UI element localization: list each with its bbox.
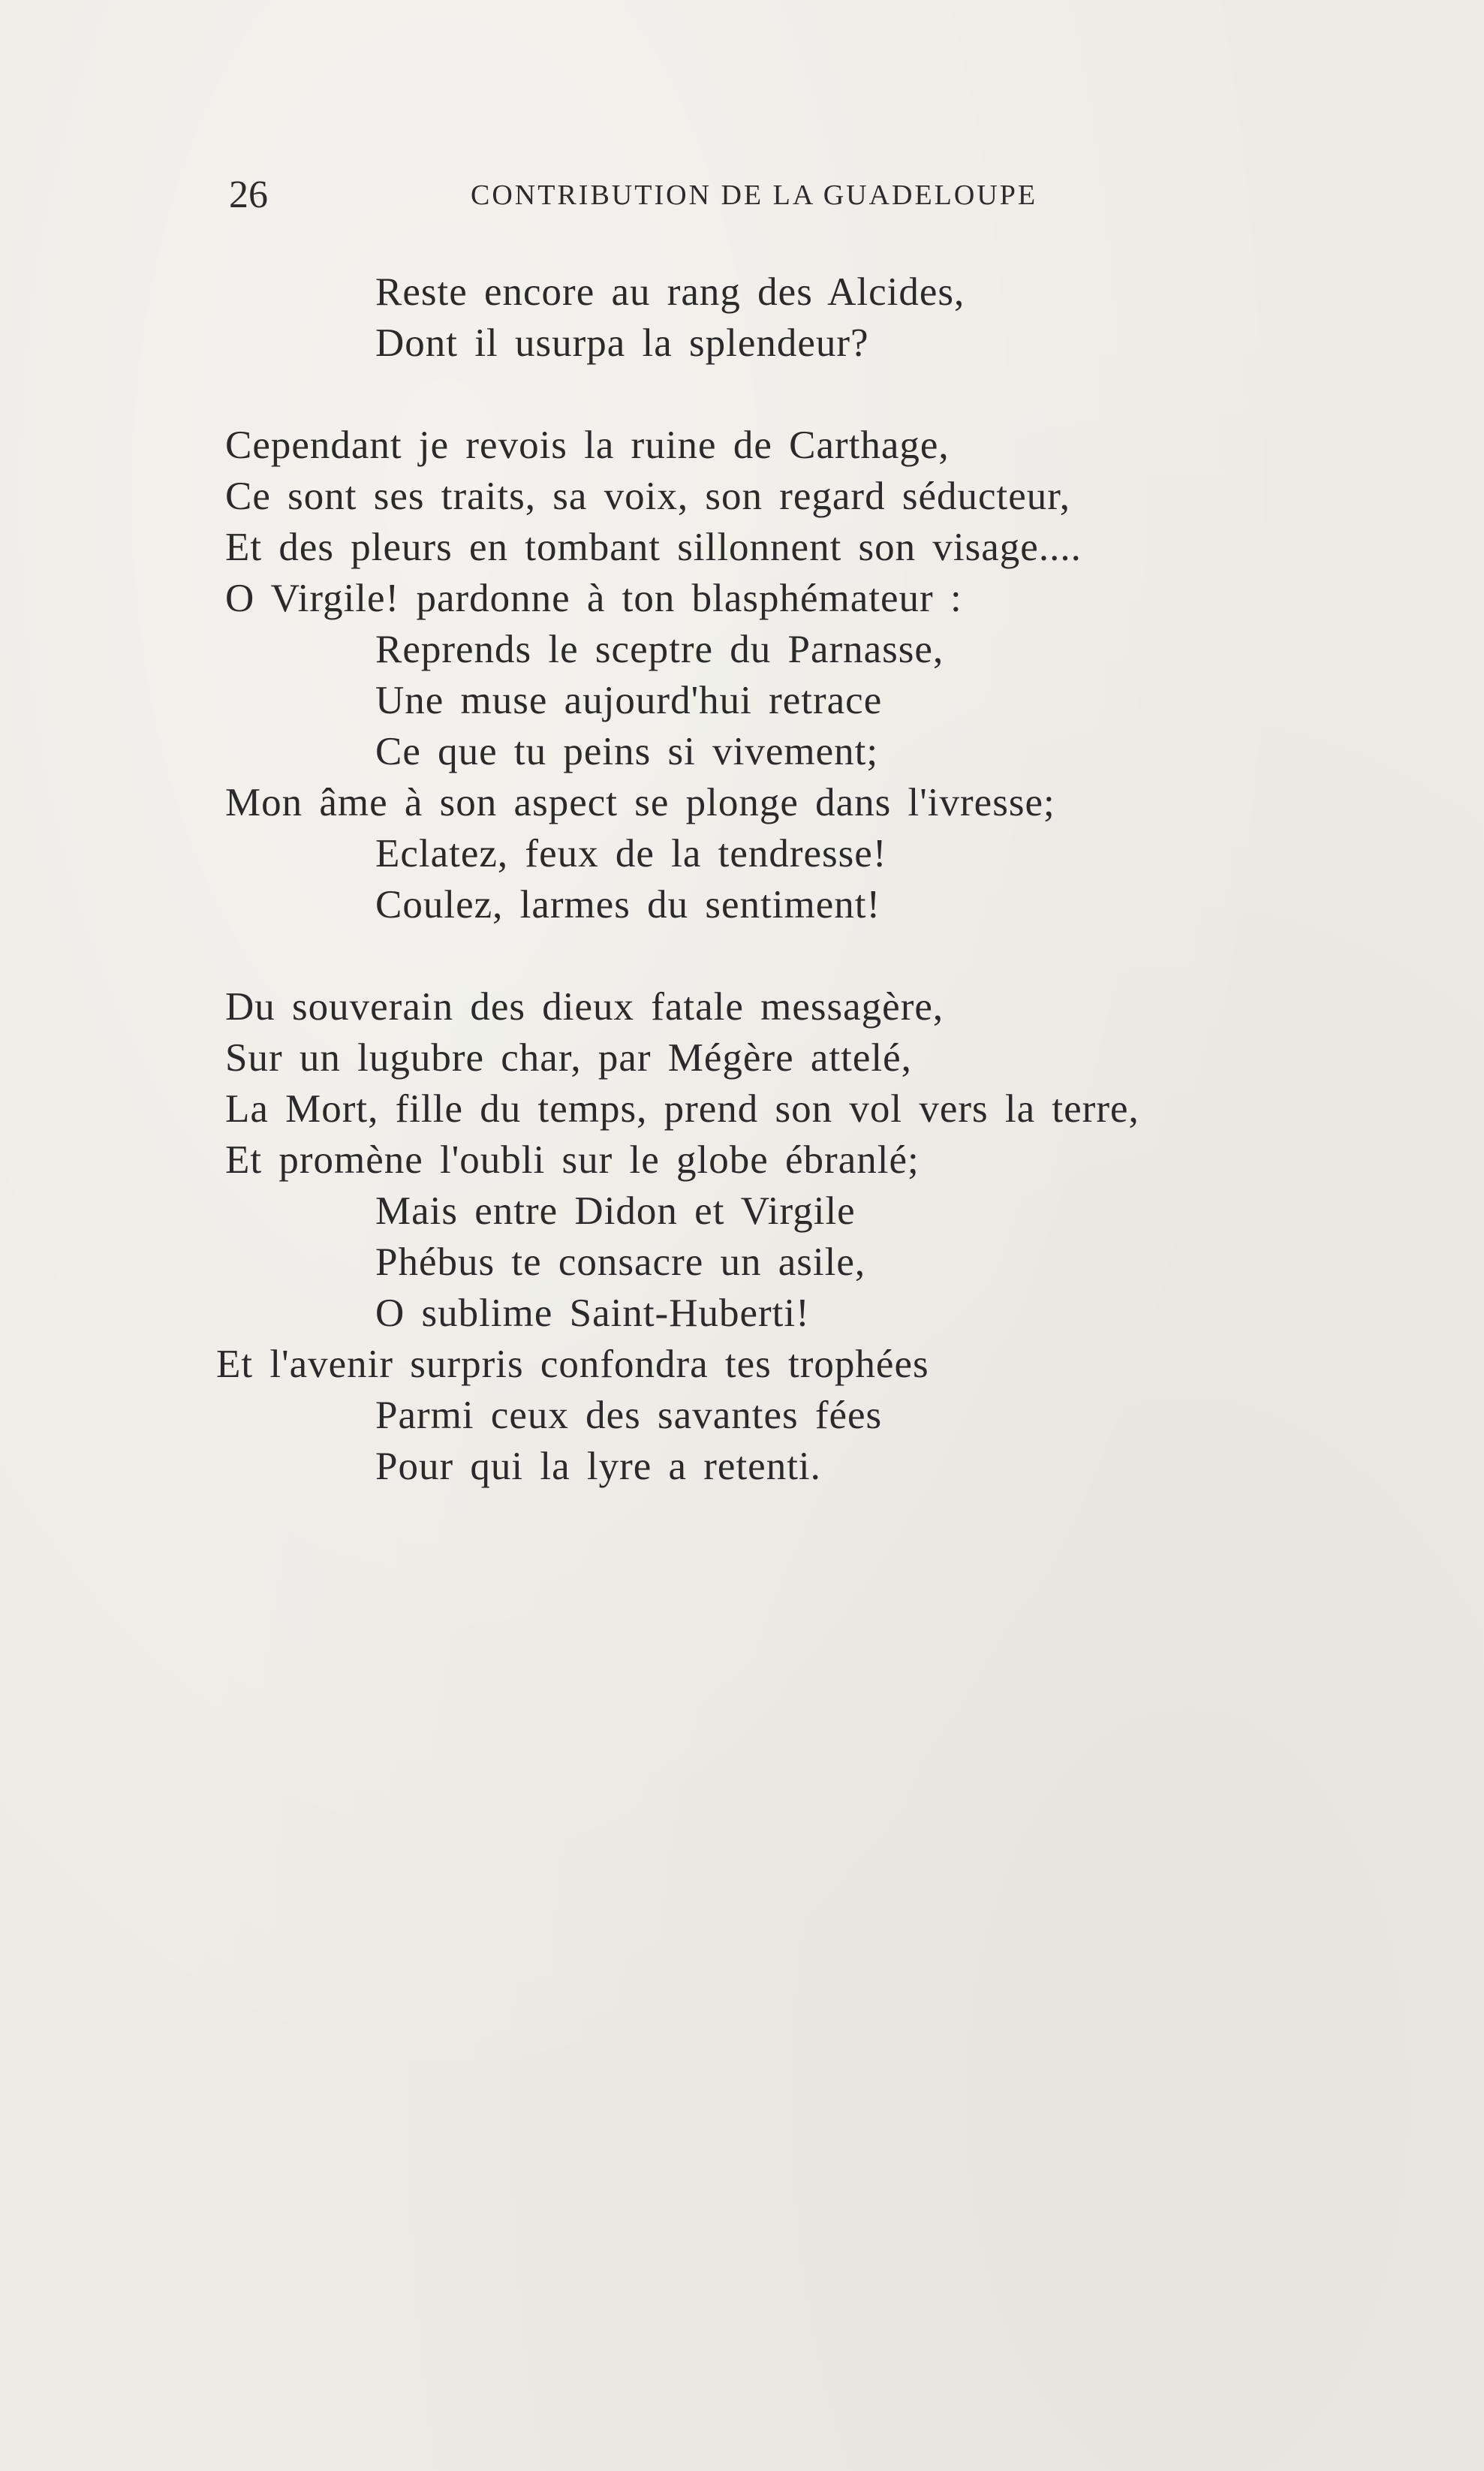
verse-line: La Mort, fille du temps, prend son vol vers la terre, bbox=[225, 1087, 1139, 1131]
verse-line: Dont il usurpa la splendeur? bbox=[375, 321, 869, 365]
verse-line: Du souverain des dieux fatale messagère, bbox=[225, 985, 944, 1029]
verse-line: Et promène l'oubli sur le globe ébranlé; bbox=[225, 1138, 920, 1182]
verse-line: O Virgile! pardonne à ton blasphémateur : bbox=[225, 577, 962, 620]
verse-line: Ce sont ses traits, sa voix, son regard séducteur, bbox=[225, 475, 1071, 518]
page-number: 26 bbox=[229, 173, 268, 216]
verse-line: Une muse aujourd'hui retrace bbox=[375, 679, 883, 722]
verse-line: Reprends le sceptre du Parnasse, bbox=[375, 628, 944, 671]
verse-line: Et l'avenir surpris confondra tes trophées bbox=[216, 1342, 929, 1386]
stanza-1 bbox=[225, 267, 1351, 369]
verse-line: Parmi ceux des savantes fées bbox=[375, 1394, 883, 1437]
verse-line: O sublime Saint-Huberti! bbox=[375, 1291, 810, 1335]
verse-line: Sur un lugubre char, par Mégère attelé, bbox=[225, 1036, 912, 1080]
verse-line: Eclatez, feux de la tendresse! bbox=[375, 832, 887, 875]
verse-line: Et des pleurs en tombant sillonnent son visage.... bbox=[225, 526, 1082, 569]
verse-line: Ce que tu peins si vivement; bbox=[375, 730, 879, 773]
stanza-3 bbox=[216, 981, 1351, 1492]
running-title: CONTRIBUTION DE LA GUADELOUPE bbox=[471, 179, 1038, 211]
verse-line: Cependant je revois la ruine de Carthage, bbox=[225, 423, 950, 467]
verse-line: Mais entre Didon et Virgile bbox=[375, 1189, 856, 1233]
verse-line: Coulez, larmes du sentiment! bbox=[375, 883, 881, 927]
running-head bbox=[229, 169, 1148, 221]
stanza-2 bbox=[225, 420, 1351, 930]
poem-text bbox=[216, 267, 1351, 1543]
verse-line: Pour qui la lyre a retenti. bbox=[375, 1445, 821, 1488]
verse-line: Phébus te consacre un asile, bbox=[375, 1240, 866, 1284]
verse-line: Reste encore au rang des Alcides, bbox=[375, 270, 965, 314]
verse-line: Mon âme à son aspect se plonge dans l'ivresse; bbox=[225, 781, 1055, 824]
